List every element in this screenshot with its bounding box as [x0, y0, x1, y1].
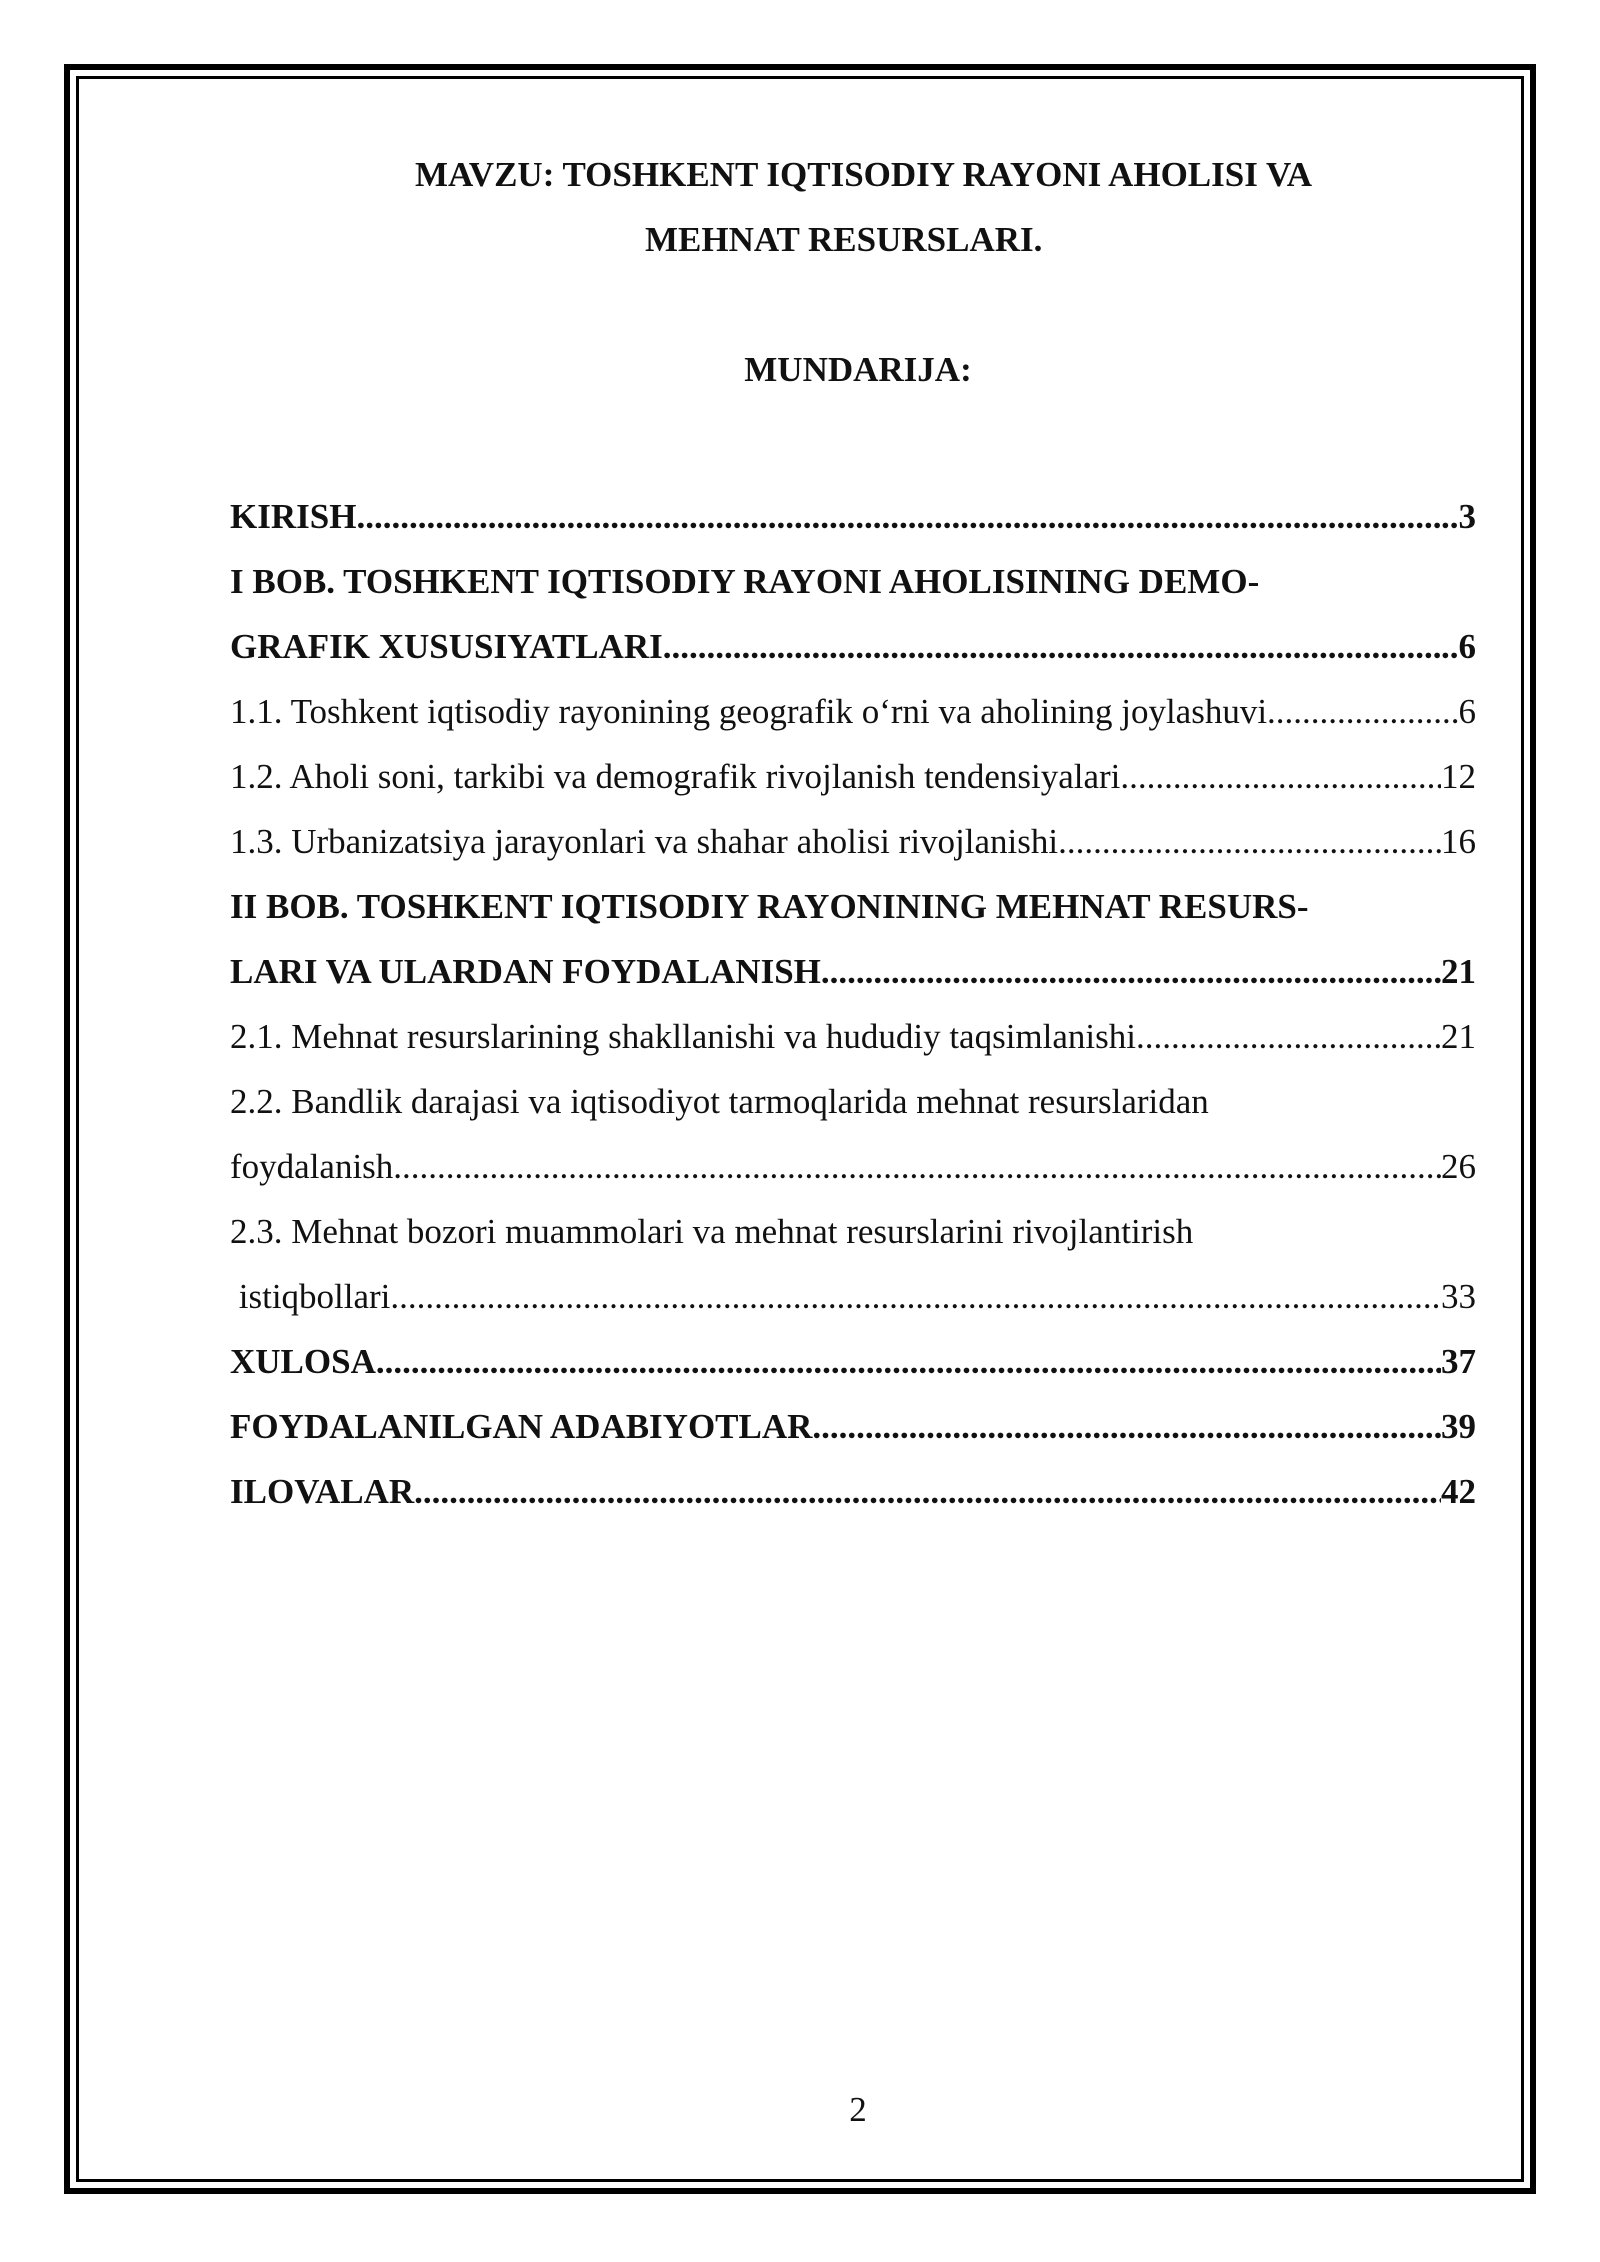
toc-entry-page: 26 [1441, 1147, 1476, 1186]
toc-entry-bibliography[interactable] [230, 1388, 1476, 1453]
toc-entry-page: 12 [1441, 757, 1476, 796]
toc-entry-label: 2.2. Bandlik darajasi va iqtisodiyot tarmoqlarida mehnat resurslaridan [230, 1082, 1209, 1121]
toc-entry-chapter-2-line-1[interactable] [230, 868, 1476, 933]
toc-entry-page: 42 [1441, 1472, 1476, 1511]
toc-entry-label: 1.2. Aholi soni, tarkibi va demografik rivojlanish tendensiyalari [230, 757, 1121, 796]
toc-entry-label: LARI VA ULARDAN FOYDALANISH [230, 952, 821, 991]
toc-dot-leader [663, 627, 1441, 667]
toc-entry-section-2-3-line-2[interactable] [230, 1258, 1476, 1323]
toc-dot-leader [812, 1407, 1441, 1447]
toc-entry-chapter-1-line-2[interactable] [230, 608, 1476, 673]
toc-entry-page: 33 [1441, 1277, 1476, 1316]
toc-entry-page: 37 [1441, 1342, 1476, 1381]
toc-dot-leader [1058, 822, 1441, 862]
toc-dot-leader [390, 1277, 1441, 1317]
toc-dot-leader [1120, 757, 1441, 797]
toc-dot-leader [1267, 692, 1458, 732]
toc-entry-page: ..3 [1441, 497, 1476, 536]
toc-entry-section-1-2[interactable] [230, 738, 1476, 803]
toc-entry-label: 1.3. Urbanizatsiya jarayonlari va shahar aholisi rivojlanishi [230, 822, 1059, 861]
toc-entry-section-2-1[interactable] [230, 998, 1476, 1063]
toc-entry-label: 2.1. Mehnat resurslarining shakllanishi va hududiy taqsimlanishi [230, 1017, 1136, 1056]
toc-entry-page: 21 [1441, 1017, 1476, 1056]
toc-entry-page: 6 [1458, 692, 1476, 731]
toc-entry-section-1-3[interactable] [230, 803, 1476, 868]
toc-entry-kirish[interactable] [230, 478, 1476, 543]
toc-dot-leader [414, 1472, 1441, 1512]
document-title-line-1: MAVZU: TOSHKENT IQTISODIY RAYONI AHOLISI VA [415, 155, 1313, 194]
toc-entry-label: foydalanish [230, 1147, 394, 1186]
toc-entry-label: 1.1. Toshkent iqtisodiy rayonining geografik o‘rni va aholining joylashuvi [230, 692, 1268, 731]
toc-entry-appendices[interactable] [230, 1453, 1476, 1518]
toc-entry-xulosa[interactable] [230, 1323, 1476, 1388]
toc-entry-section-2-3-line-1[interactable] [230, 1193, 1476, 1258]
toc-entry-section-2-2-line-1[interactable] [230, 1063, 1476, 1128]
toc-dot-leader [393, 1147, 1441, 1187]
toc-entry-label: ILOVALAR [230, 1472, 415, 1511]
toc-dot-leader [356, 497, 1441, 537]
toc-entry-page: ..6 [1441, 627, 1476, 666]
toc-entry-page: 21 [1441, 952, 1476, 991]
toc-entry-label: XULOSA [230, 1342, 376, 1381]
toc-entry-label: FOYDALANILGAN ADABIYOTLAR [230, 1407, 813, 1446]
toc-dot-leader [1136, 1017, 1441, 1057]
toc-entry-label: 2.3. Mehnat bozori muammolari va mehnat resurslarini rivojlantirish [230, 1212, 1194, 1251]
toc-entry-label: II BOB. TOSHKENT IQTISODIY RAYONINING MEHNAT RESURS- [230, 887, 1309, 926]
toc-entry-section-2-2-line-2[interactable] [230, 1128, 1476, 1193]
toc-entry-label: istiqbollari [230, 1277, 391, 1316]
table-of-contents [230, 478, 1476, 1518]
toc-entry-chapter-1-line-1[interactable] [230, 543, 1476, 608]
contents-heading: MUNDARIJA: [744, 350, 972, 389]
toc-entry-label: I BOB. TOSHKENT IQTISODIY RAYONI AHOLISINING DEMO- [230, 562, 1260, 601]
toc-entry-page: 16 [1441, 822, 1476, 861]
page-number: 2 [849, 2090, 867, 2129]
toc-entry-page: 39 [1441, 1407, 1476, 1446]
toc-entry-section-1-1[interactable] [230, 673, 1476, 738]
toc-entry-label: KIRISH [230, 497, 357, 536]
document-title-line-2: MEHNAT RESURSLARI. [645, 220, 1043, 259]
toc-entry-label: GRAFIK XUSUSIYATLARI [230, 627, 663, 666]
toc-dot-leader [376, 1342, 1441, 1382]
toc-entry-chapter-2-line-2[interactable] [230, 933, 1476, 998]
toc-dot-leader [821, 952, 1441, 992]
